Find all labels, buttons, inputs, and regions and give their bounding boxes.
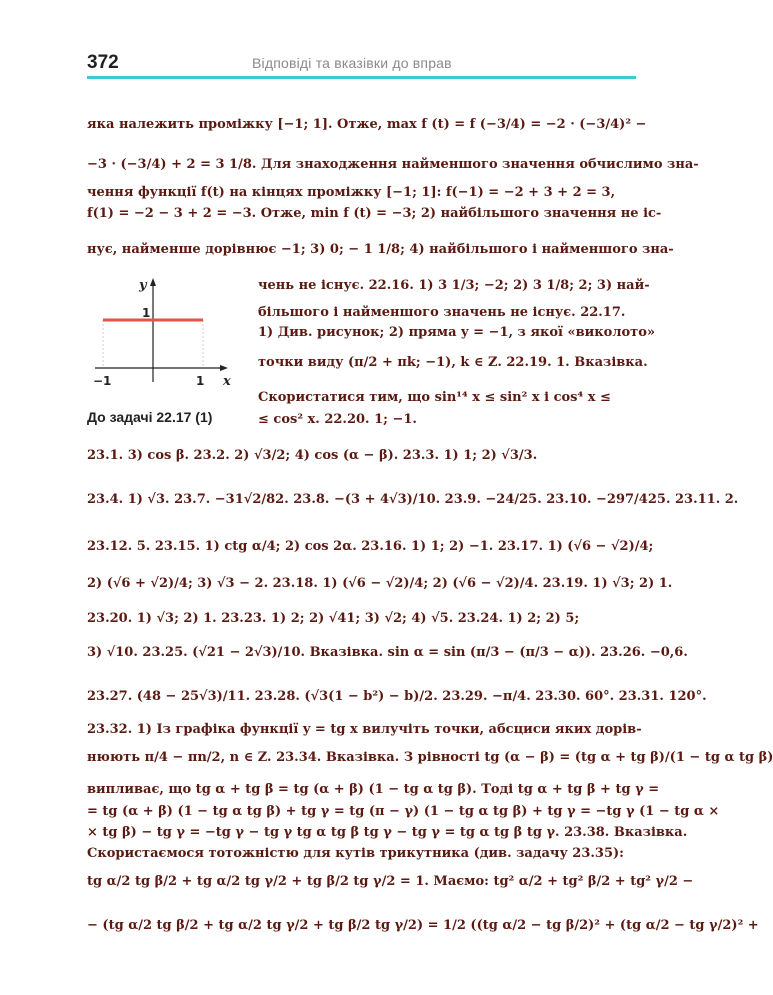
text-line: нує, найменше дорівнює −1; 3) 0; − 1 1/8; 4) найбільшого і найменшого зна-	[87, 242, 674, 257]
running-header: Відповіді та вказівки до вправ	[252, 55, 452, 71]
text-line: 23.20. 1) √3; 2) 1. 23.23. 1) 2; 2) √41; 3) √2; 4) √5. 23.24. 1) 2; 2) 5;	[87, 611, 580, 626]
text-line: 23.1. 3) cos β. 23.2. 2) √3/2; 4) cos (α − β). 23.3. 1) 1; 2) √3/3.	[87, 448, 538, 463]
text-line: 23.27. (48 − 25√3)/11. 23.28. (√3(1 − b²) − b)/2. 23.29. −π/4. 23.30. 60°. 23.31. 120°.	[87, 689, 707, 704]
text-line: Скористаємося тотожністю для кутів трикутника (див. задачу 23.35):	[87, 846, 624, 861]
graph-figure	[87, 275, 237, 395]
header-rule	[87, 76, 636, 79]
text-line: Скористатися тим, що sin¹⁴ x ≤ sin² x і cos⁴ x ≤	[258, 390, 611, 405]
text-line: 23.32. 1) Із графіка функції y = tg x вилучіть точки, абсциси яких дорів-	[87, 722, 642, 737]
graph-svg	[87, 275, 237, 395]
text-line: tg α/2 tg β/2 + tg α/2 tg γ/2 + tg β/2 tg γ/2 = 1. Маємо: tg² α/2 + tg² β/2 + tg² γ/2 −	[87, 874, 694, 889]
y-axis-arrow-icon	[150, 278, 156, 286]
text-line: 3) √10. 23.25. (√21 − 2√3)/10. Вказівка. sin α = sin (π/3 − (π/3 − α)). 23.26. −0,6.	[87, 645, 688, 660]
text-line: 1) Див. рисунок; 2) пряма y = −1, з якої «виколото»	[258, 325, 656, 340]
text-line: 23.12. 5. 23.15. 1) ctg α/4; 2) cos 2α. 23.16. 1) 1; 2) −1. 23.17. 1) (√6 − √2)/4;	[87, 539, 654, 554]
text-line: ≤ cos² x. 22.20. 1; −1.	[258, 412, 417, 427]
text-line: 2) (√6 + √2)/4; 3) √3 − 2. 23.18. 1) (√6 − √2)/4; 2) (√6 − √2)/4. 23.19. 1) √3; 2) 1.	[87, 576, 673, 591]
text-line: 23.4. 1) √3. 23.7. −31√2/82. 23.8. −(3 + 4√3)/10. 23.9. −24/25. 23.10. −297/425. 23.11. 2.	[87, 492, 739, 507]
page-number: 372	[87, 52, 119, 73]
text-line: випливає, що tg α + tg β = tg (α + β) (1 − tg α tg β). Тоді tg α + tg β + tg γ =	[87, 782, 660, 797]
text-line: чення функції f(t) на кінцях проміжку [−1; 1]: f(−1) = −2 + 3 + 2 = 3,	[87, 185, 616, 200]
x-axis-label: x	[223, 374, 231, 389]
text-line: точки виду (π/2 + πk; −1), k ∈ Z. 22.19. 1. Вказівка.	[258, 355, 648, 370]
y-tick-label-1: 1	[142, 306, 151, 320]
x-tick-label-neg-1: −1	[93, 374, 112, 388]
text-line: × tg β) − tg γ = −tg γ − tg γ tg α tg β tg γ − tg γ = tg α tg β tg γ. 23.38. Вказівка.	[87, 825, 688, 840]
text-line: = tg (α + β) (1 − tg α tg β) + tg γ = tg (π − γ) (1 − tg α tg β) + tg γ = −tg γ (1 − tg α ×	[87, 804, 720, 819]
x-axis-arrow-icon	[220, 365, 228, 371]
text-line: чень не існує. 22.16. 1) 3 1/3; −2; 2) 3 1/8; 2; 3) най-	[258, 278, 650, 293]
text-line: більшого і найменшого значень не існує. 22.17.	[258, 305, 626, 320]
text-line: −3 · (−3/4) + 2 = 3 1/8. Для знаходження найменшого значення обчислимо зна-	[87, 157, 699, 172]
figure-caption: До задачі 22.17 (1)	[87, 409, 213, 425]
text-line: f(1) = −2 − 3 + 2 = −3. Отже, min f (t) = −3; 2) найбільшого значення не іс-	[87, 206, 662, 221]
text-line: нюють π/4 − πn/2, n ∈ Z. 23.34. Вказівка. З рівності tg (α − β) = (tg α + tg β)/(1 − tg α tg β)	[87, 750, 773, 765]
y-axis-label: y	[139, 278, 147, 293]
text-line: − (tg α/2 tg β/2 + tg α/2 tg γ/2 + tg β/2 tg γ/2) = 1/2 ((tg α/2 − tg β/2)² + (tg α/2 − tg γ/2)² +	[87, 918, 759, 933]
text-line: яка належить проміжку [−1; 1]. Отже, max f (t) = f (−3/4) = −2 · (−3/4)² −	[87, 117, 647, 132]
x-tick-label-1: 1	[196, 374, 205, 388]
